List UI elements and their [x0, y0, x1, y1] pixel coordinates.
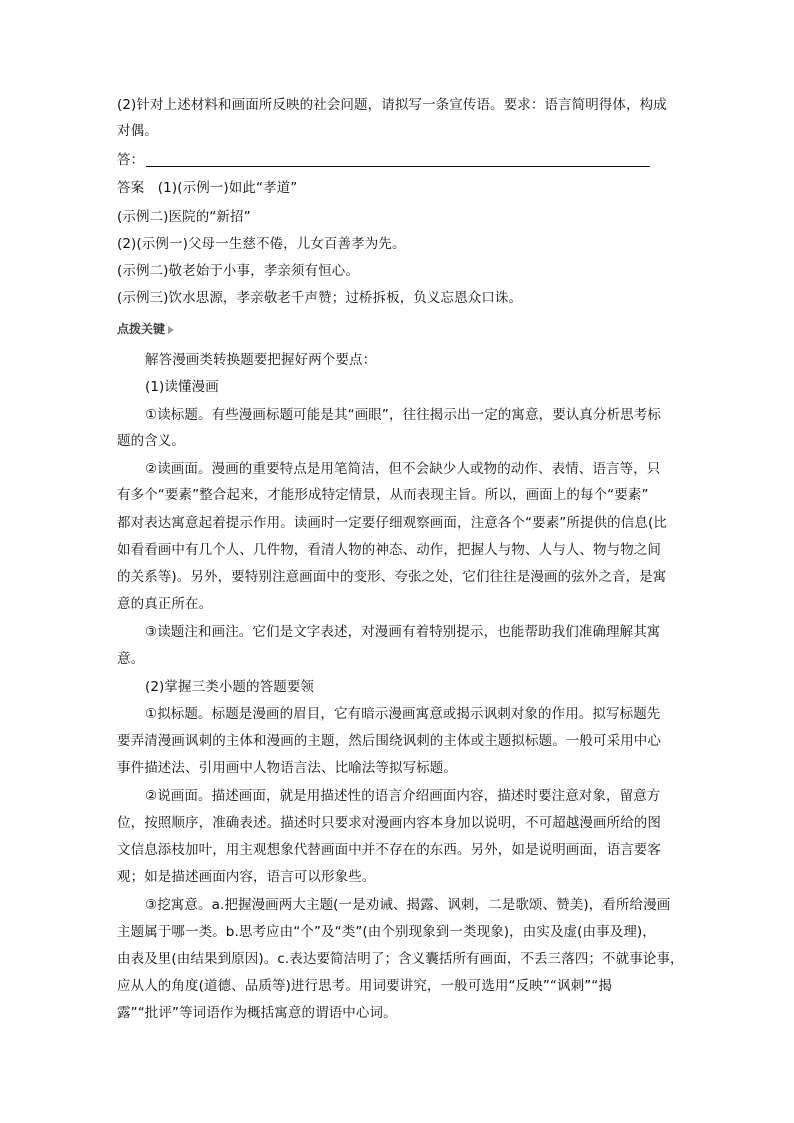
paragraph-2-line-1: ②读画面。漫画的重要特点是用笔简洁，但不会缺少人或物的动作、表情、语言等，只 [145, 461, 661, 477]
paragraph-2-line-4: 如看看画中有几个人、几件物，看清人物的神态、动作，把握人与物、人与人、物与物之间 [117, 542, 661, 558]
paragraph-4-line-3: 事件描述法、引用画中人物语言法、比喻法等拟写标题。 [117, 760, 457, 776]
paragraph-5-line-2: 位，按照顺序，准确表述。描述时只要求对漫画内容本身加以说明，不可超越漫画所给的图 [117, 815, 661, 831]
heading-read-comic: (1)读懂漫画 [145, 379, 219, 395]
answer-blank-line [146, 166, 650, 167]
paragraph-6-line-1: ③挖寓意。a.把握漫画两大主题(一是劝诫、揭露、讽刺，二是歌颂、赞美)，看所给漫画 [145, 897, 671, 913]
paragraph-5-line-1: ②说画面。描述画面，就是用描述性的语言介绍画面内容，描述时要注意对象，留意方 [145, 788, 661, 804]
paragraph-2-line-5: 的关系等)。另外，要特别注意画面中的变形、夸张之处，它们往往是漫画的弦外之音，是寓 [117, 569, 667, 585]
section-title-text: 点拨关键 [117, 322, 166, 336]
answer-line-5: (示例三)饮水思源，孝亲敬老千声赞；过桥拆板，负义忘恩众口诛。 [117, 290, 523, 306]
paragraph-6-line-5: 露”“批评”等词语作为概括寓意的谓语中心词。 [117, 1005, 397, 1021]
question-prompt-line-1: (2)针对上述材料和画面所反映的社会问题，请拟写一条宣传语。要求：语言简明得体，构成 [117, 97, 667, 113]
answer-line-4: (示例二)敬老始于小事，孝亲须有恒心。 [117, 263, 359, 279]
answer-line-2: (示例二)医院的“新招” [117, 209, 251, 225]
paragraph-6-line-3: 由表及里(由结果到原因)。c.表达要简洁明了；含义囊括所有画面，不丢三落四；不就事论事， [117, 951, 684, 967]
paragraph-4-line-1: ①拟标题。标题是漫画的眉目，它有暗示漫画寓意或揭示讽刺对象的作用。拟写标题先 [145, 706, 661, 722]
section-title [117, 320, 174, 338]
paragraph-5-line-4: 观；如是描述画面内容，语言可以形象些。 [117, 869, 376, 885]
question-prompt-line-2: 对偶。 [117, 123, 158, 139]
paragraph-3-line-2: 意。 [117, 651, 145, 667]
paragraph-2-line-2: 有多个“要素”整合起来，才能形成特定情景，从而表现主旨。所以，画面上的每个“要素” [117, 487, 649, 503]
answer-line-1: 答案 (1)(示例一)如此“孝道” [117, 180, 298, 196]
paragraph-2-line-6: 意的真正所在。 [117, 596, 213, 612]
heading-answer-tips: (2)掌握三类小题的答题要领 [145, 679, 315, 695]
paragraph-5-line-3: 文信息添枝加叶，用主观想象代替画面中并不存在的东西。另外，如是说明画面，语言要客 [117, 842, 661, 858]
paragraph-1-line-1: ①读标题。有些漫画标题可能是其“画眼”，往往揭示出一定的寓意，要认真分析思考标 [145, 407, 661, 423]
paragraph-6-line-2: 主题属于哪一类。b.思考应由“个”及“类”(由个别现象到一类现象)，由实及虚(由事及理)， [117, 924, 656, 940]
body-intro: 解答漫画类转换题要把握好两个要点： [145, 352, 377, 368]
triangle-right-icon [168, 326, 174, 334]
paragraph-4-line-2: 要弄清漫画讽刺的主体和漫画的主题，然后围绕讽刺的主体或主题拟标题。一般可采用中心 [117, 733, 661, 749]
paragraph-3-line-1: ③读题注和画注。它们是文字表述，对漫画有着特别提示，也能帮助我们准确理解其寓 [145, 624, 661, 640]
paragraph-2-line-3: 都对表达寓意起着提示作用。读画时一定要仔细观察画面，注意各个“要素”所提供的信息(比 [117, 515, 667, 531]
paragraph-6-line-4: 应从人的角度(道德、品质等)进行思考。用词要讲究，一般可选用“反映”“讽刺”“揭 [117, 978, 613, 994]
paragraph-1-line-2: 题的含义。 [117, 433, 185, 449]
answer-line-3: (2)(示例一)父母一生慈不倦，儿女百善孝为先。 [117, 236, 406, 252]
answer-label: 答： [117, 152, 145, 168]
